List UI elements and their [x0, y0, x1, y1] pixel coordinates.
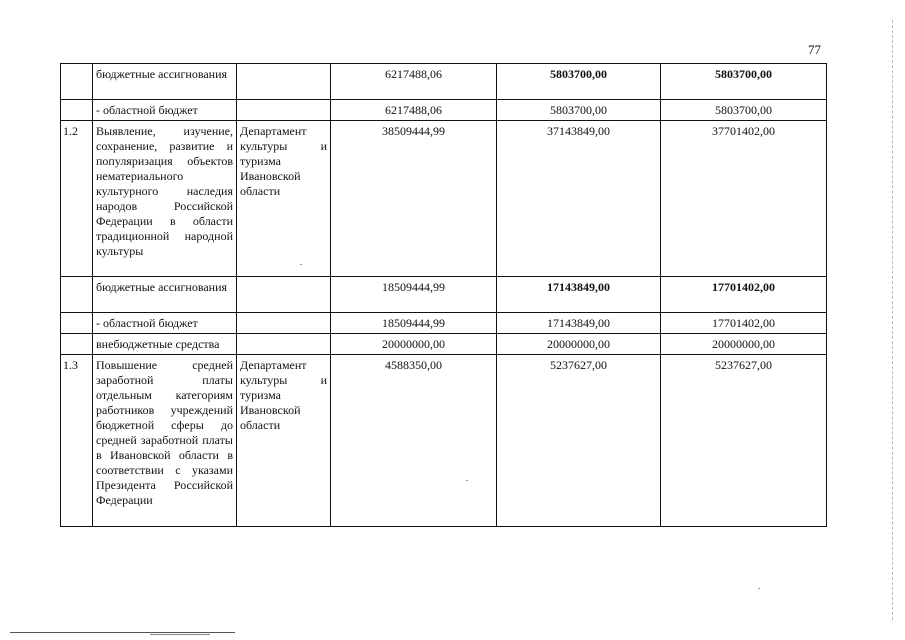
- row-value-3: 17701402,00: [661, 277, 827, 313]
- row-department: [237, 100, 331, 121]
- row-name: бюджетные ассигнования: [93, 277, 237, 313]
- row-value-2: 17143849,00: [497, 313, 661, 334]
- row-number: [61, 100, 93, 121]
- row-number: 1.3: [61, 355, 93, 527]
- row-value-1: 6217488,06: [331, 100, 497, 121]
- row-name: - областной бюджет: [93, 100, 237, 121]
- table-row: [61, 334, 827, 355]
- row-value-1: 6217488,06: [331, 64, 497, 100]
- table-row: [61, 355, 827, 527]
- row-number: [61, 313, 93, 334]
- row-value-3: 5803700,00: [661, 64, 827, 100]
- budget-table: [60, 63, 827, 527]
- scan-bottom-line: [10, 632, 235, 633]
- row-department: Департамент культуры и туризма Ивановской области: [237, 121, 331, 277]
- row-value-2: 5803700,00: [497, 64, 661, 100]
- scan-bottom-line: [150, 634, 210, 635]
- row-name: - областной бюджет: [93, 313, 237, 334]
- row-name: Повышение средней заработной платы отдельным категориям работников учреждений бюджетной сферы до средней заработной платы в Ивановской области в соответствии с указами Президента Российской Федерации: [93, 355, 237, 527]
- row-number: [61, 277, 93, 313]
- row-value-1: 18509444,99: [331, 277, 497, 313]
- scan-speck: [300, 264, 302, 265]
- row-department: [237, 334, 331, 355]
- table-row: [61, 64, 827, 100]
- row-name: внебюджетные средства: [93, 334, 237, 355]
- row-department: Департамент культуры и туризма Ивановской области: [237, 355, 331, 527]
- scan-speck: [466, 480, 468, 481]
- row-value-2: 20000000,00: [497, 334, 661, 355]
- table-row: [61, 277, 827, 313]
- row-value-3: 5803700,00: [661, 100, 827, 121]
- row-value-2: 5803700,00: [497, 100, 661, 121]
- row-value-1: 38509444,99: [331, 121, 497, 277]
- row-value-1: 4588350,00: [331, 355, 497, 527]
- row-department: [237, 313, 331, 334]
- row-value-2: 37143849,00: [497, 121, 661, 277]
- table-row: [61, 100, 827, 121]
- table-row: [61, 313, 827, 334]
- row-number: [61, 64, 93, 100]
- row-value-3: 5237627,00: [661, 355, 827, 527]
- row-value-3: 17701402,00: [661, 313, 827, 334]
- row-department: [237, 277, 331, 313]
- row-number: 1.2: [61, 121, 93, 277]
- row-value-2: 5237627,00: [497, 355, 661, 527]
- page-number: 77: [808, 42, 821, 57]
- row-value-2: 17143849,00: [497, 277, 661, 313]
- row-name: бюджетные ассигнования: [93, 64, 237, 100]
- row-name: Выявление, изучение, сохранение, развитие и популяризация объектов нематериального культурного наследия народов Российской Федерации в области традиционной народной культуры: [93, 121, 237, 277]
- row-number: [61, 334, 93, 355]
- scan-edge-line: [892, 20, 893, 620]
- row-value-1: 20000000,00: [331, 334, 497, 355]
- table-row: [61, 121, 827, 277]
- row-value-1: 18509444,99: [331, 313, 497, 334]
- row-department: [237, 64, 331, 100]
- row-value-3: 37701402,00: [661, 121, 827, 277]
- row-value-3: 20000000,00: [661, 334, 827, 355]
- scan-speck: [758, 588, 760, 589]
